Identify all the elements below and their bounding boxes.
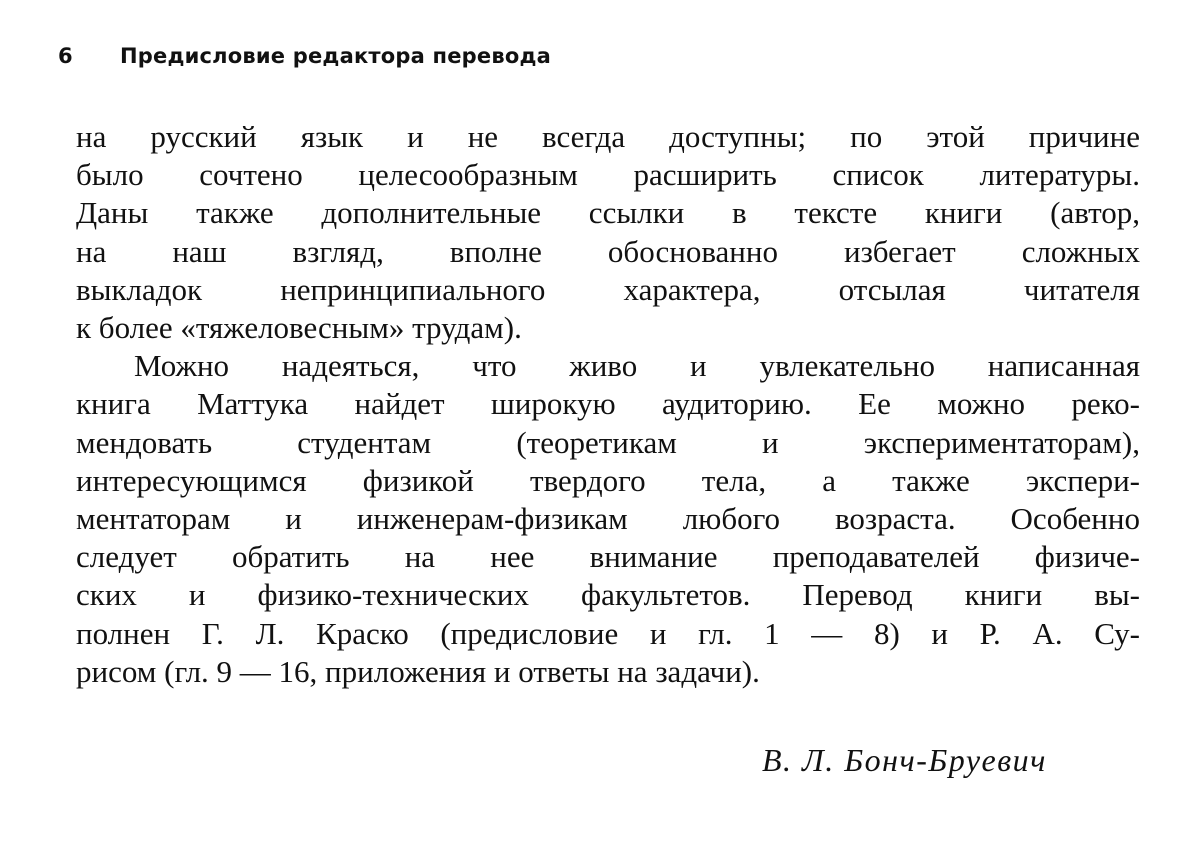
text-line: ментаторам и инженерам-физикам любого возраста. Особенно — [76, 501, 1140, 537]
text-line: интересующимся физикой твердого тела, а также экспери- — [76, 462, 1140, 498]
text-line: ских и физико-технических факультетов. Перевод книги вы- — [76, 577, 1140, 613]
text-line: выкладок непринципиального характера, отсылая читателя — [76, 271, 1140, 307]
signature: В. Л. Бонч-Бруевич — [762, 742, 1047, 778]
running-head-title: Предисловие редактора перевода — [120, 44, 551, 68]
text-line: Даны также дополнительные ссылки в тексте книги (автор, — [76, 195, 1140, 231]
text-line: к более «тяжеловесным» трудам). — [76, 310, 522, 346]
text-line: Можно надеяться, что живо и увлекательно написанная — [134, 348, 1140, 384]
text-line: рисом (гл. 9 — 16, приложения и ответы на задачи). — [76, 653, 760, 689]
page-number: 6 — [58, 44, 73, 68]
paragraph — [76, 118, 1140, 347]
paragraph — [76, 347, 1140, 691]
text-line: книга Маттука найдет широкую аудиторию. Ее можно реко- — [76, 386, 1140, 422]
body-text — [76, 118, 1140, 691]
text-line: мендовать студентам (теоретикам и экспериментаторам), — [76, 424, 1140, 460]
text-line: на русский язык и не всегда доступны; по этой причине — [76, 119, 1140, 154]
running-head — [58, 44, 551, 68]
text-line: на наш взгляд, вполне обоснованно избегает сложных — [76, 233, 1140, 269]
text-line: полнен Г. Л. Краско (предисловие и гл. 1 — 8) и Р. А. Су- — [76, 615, 1140, 651]
text-line: было сочтено целесообразным расширить список литературы. — [76, 157, 1140, 193]
text-line: следует обратить на нее внимание преподавателей физиче- — [76, 539, 1140, 575]
